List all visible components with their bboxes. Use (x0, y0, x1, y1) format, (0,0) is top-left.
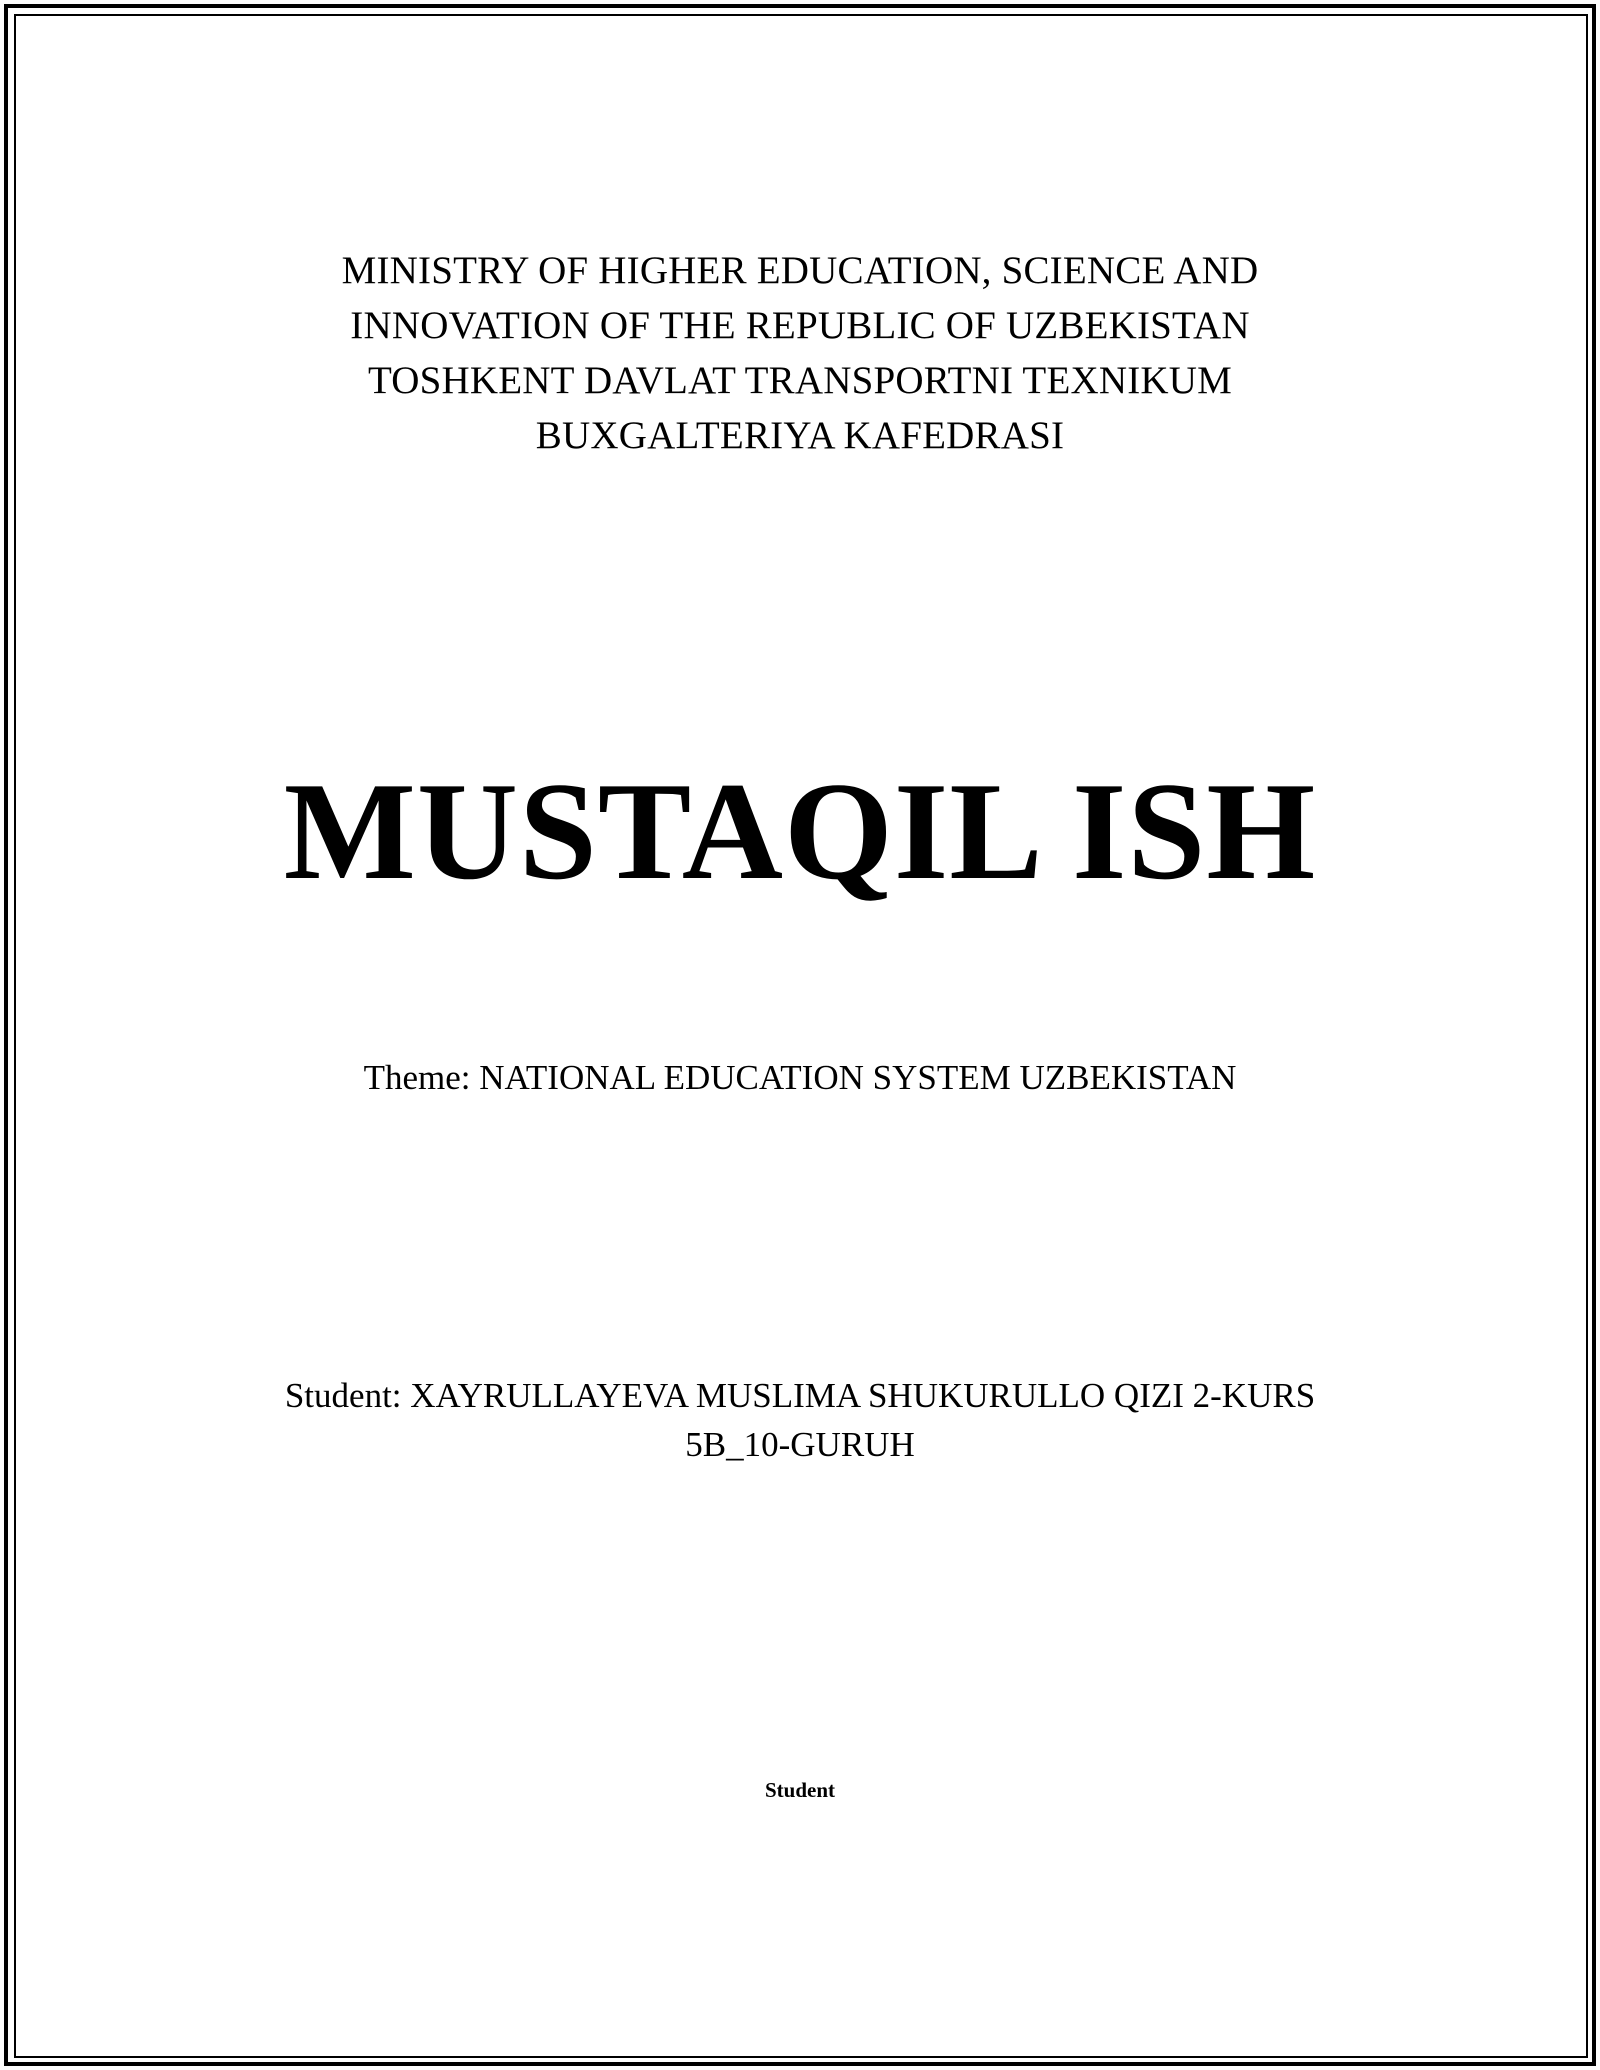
institution-header (0, 243, 1600, 463)
department-name: BUXGALTERIYA KAFEDRASI (535, 414, 1065, 457)
student-info (0, 1371, 1600, 1469)
ministry-line-1: MINISTRY OF HIGHER EDUCATION, SCIENCE AND (341, 249, 1259, 292)
ministry-line-2: INNOVATION OF THE REPUBLIC OF UZBEKISTAN (350, 304, 1250, 347)
document-title: MUSTAQIL ISH (283, 754, 1317, 909)
student-group-line: 5B_10-GURUH (685, 1425, 915, 1464)
student-footer-label: Student (764, 1778, 836, 1802)
document-theme: Theme: NATIONAL EDUCATION SYSTEM UZBEKISTAN (363, 1058, 1237, 1097)
student-name-line: Student: XAYRULLAYEVA MUSLIMA SHUKURULLO QIZI 2-KURS (284, 1376, 1316, 1415)
institution-name: TOSHKENT DAVLAT TRANSPORTNI TEXNIKUM (367, 359, 1233, 402)
